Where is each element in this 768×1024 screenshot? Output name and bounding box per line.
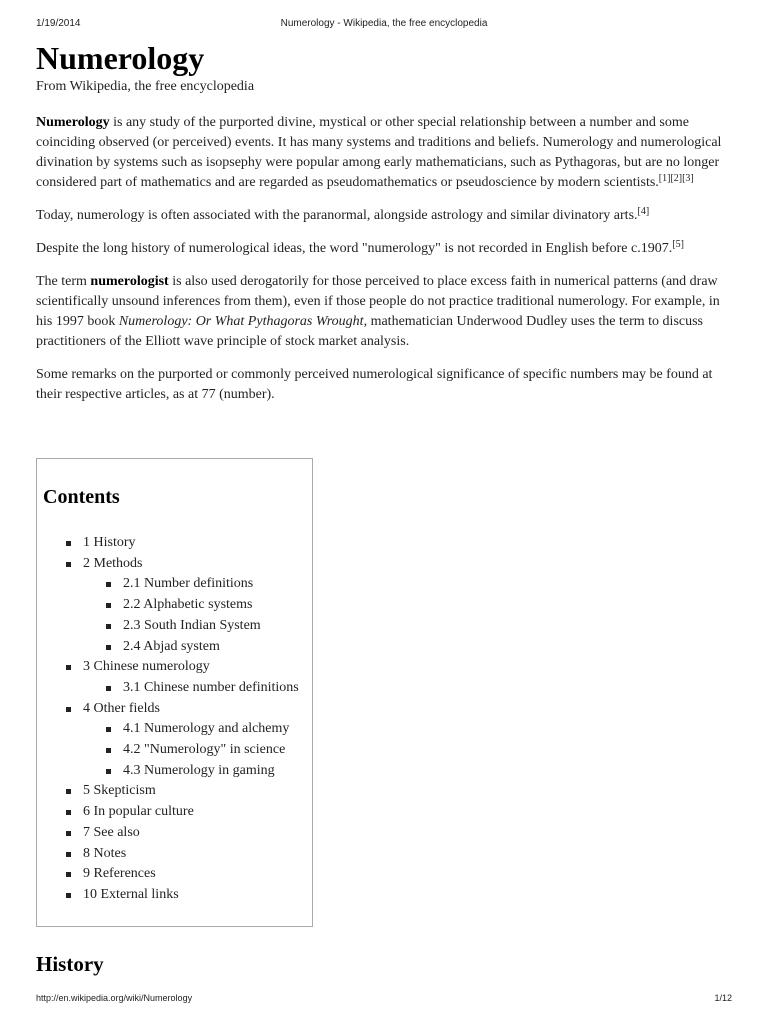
page-url: http://en.wikipedia.org/wiki/Numerology [36,993,193,1003]
square-bullet-icon [106,727,111,732]
toc-item[interactable] [37,844,312,865]
square-bullet-icon [106,603,111,608]
toc-item-label: 5 Skepticism [83,783,156,799]
toc-item-label: 4.1 Numerology and alchemy [123,721,290,737]
bold-term: Numerology [36,115,110,130]
toc-item[interactable] [37,616,312,637]
toc-item[interactable] [37,781,312,802]
toc-item-label: 4.2 "Numerology" in science [123,742,286,758]
square-bullet-icon [66,872,71,877]
square-bullet-icon [66,810,71,815]
book-title: Numerology: Or What Pythagoras Wrought [118,314,364,329]
toc-item[interactable] [37,678,312,699]
article-paragraph [36,365,732,405]
article-paragraph [36,113,732,193]
square-bullet-icon [106,645,111,650]
toc-item-label: 2.2 Alphabetic systems [123,597,253,613]
toc-title: Contents [43,486,120,508]
square-bullet-icon [66,789,71,794]
paragraph-text: Despite the long history of numerological ideas, the word "numerology" is not recorded in English before c.1907. [36,241,673,256]
toc-item[interactable] [37,637,312,658]
toc-item-label: 8 Notes [83,845,127,861]
page-number: 1/12 [714,993,732,1003]
square-bullet-icon [106,769,111,774]
paragraph-text: The term [36,274,91,289]
toc-item-label: 2 Methods [83,555,143,571]
toc-item-label: 2.4 Abjad system [123,638,220,654]
paragraph-text: Some remarks on the purported or commonly perceived numerological significance of specific numbers may be found at their respective articles, as at 77 (number). [36,367,713,402]
toc-item-label: 3.1 Chinese number definitions [123,679,299,695]
square-bullet-icon [66,541,71,546]
toc-item-label: 4 Other fields [83,700,160,716]
toc-item[interactable] [37,823,312,844]
toc-item-label: 10 External links [83,886,179,902]
bold-term: numerologist [90,274,169,289]
square-bullet-icon [66,831,71,836]
paragraph-text: , mathematician Underwood Dudley uses the term to discuss practitioners of the Elliott wave principle of stock market analysis. [36,314,704,349]
square-bullet-icon [106,624,111,629]
square-bullet-icon [66,893,71,898]
article-body [36,113,732,418]
square-bullet-icon [106,748,111,753]
toc-list [37,533,312,906]
paragraph-text: is also used derogatorily for those perceived to place excess faith in numerical patterns (and draw scientifically unsound inferences from them), even if those people do not practice traditional numerology. For example, in his 1997 book [36,274,720,329]
toc-item[interactable] [37,719,312,740]
square-bullet-icon [106,686,111,691]
toc-item[interactable] [37,740,312,761]
citation-reference[interactable]: [4] [637,206,650,217]
toc-item[interactable] [37,533,312,554]
toc-item[interactable] [37,574,312,595]
article-paragraph [36,272,732,352]
print-header [36,18,732,32]
toc-item[interactable] [37,595,312,616]
print-footer [36,993,732,1007]
print-page-title: Numerology - Wikipedia, the free encyclopedia [280,18,488,29]
toc-item[interactable] [37,885,312,906]
toc-item-label: 7 See also [83,824,140,840]
toc-item-label: 2.3 South Indian System [123,617,261,633]
toc-item-label: 4.3 Numerology in gaming [123,762,275,778]
print-date: 1/19/2014 [36,18,81,29]
citation-reference[interactable]: [5] [672,239,684,250]
toc-item-label: 2.1 Number definitions [123,576,254,592]
paragraph-text: Today, numerology is often associated with the paranormal, alongside astrology and similar divinatory arts. [36,208,638,223]
toc-item[interactable] [37,864,312,885]
article-paragraph [36,206,732,226]
toc-item-label: 1 History [83,535,136,550]
paragraph-text: is any study of the purported divine, mystical or other special relationship between a number and some coinciding observed (or perceived) events. It has many systems and traditions and beliefs. Numerology and numerological divination by systems such as isopsephy were popular among early mathematicians, such as Pythagoras, but are no longer considered part of mathematics and are regarded as pseudomathematics or pseudoscience by modern scientists. [36,115,722,190]
square-bullet-icon [66,562,71,567]
toc-item[interactable] [37,802,312,823]
square-bullet-icon [66,707,71,712]
toc-item[interactable] [37,761,312,782]
square-bullet-icon [106,582,111,587]
toc-item[interactable] [37,657,312,678]
toc-item[interactable] [37,699,312,720]
square-bullet-icon [66,852,71,857]
toc-item-label: 9 References [83,866,156,882]
citation-reference[interactable]: [1][2][3] [658,173,694,184]
section-heading-history: History [36,952,104,976]
table-of-contents [36,458,313,927]
square-bullet-icon [66,665,71,670]
toc-item-label: 6 In popular culture [83,804,194,820]
page-title: Numerology [36,40,205,76]
toc-item-label: 3 Chinese numerology [83,659,210,675]
site-tagline: From Wikipedia, the free encyclopedia [36,79,255,94]
toc-item[interactable] [37,554,312,575]
article-paragraph [36,239,732,259]
